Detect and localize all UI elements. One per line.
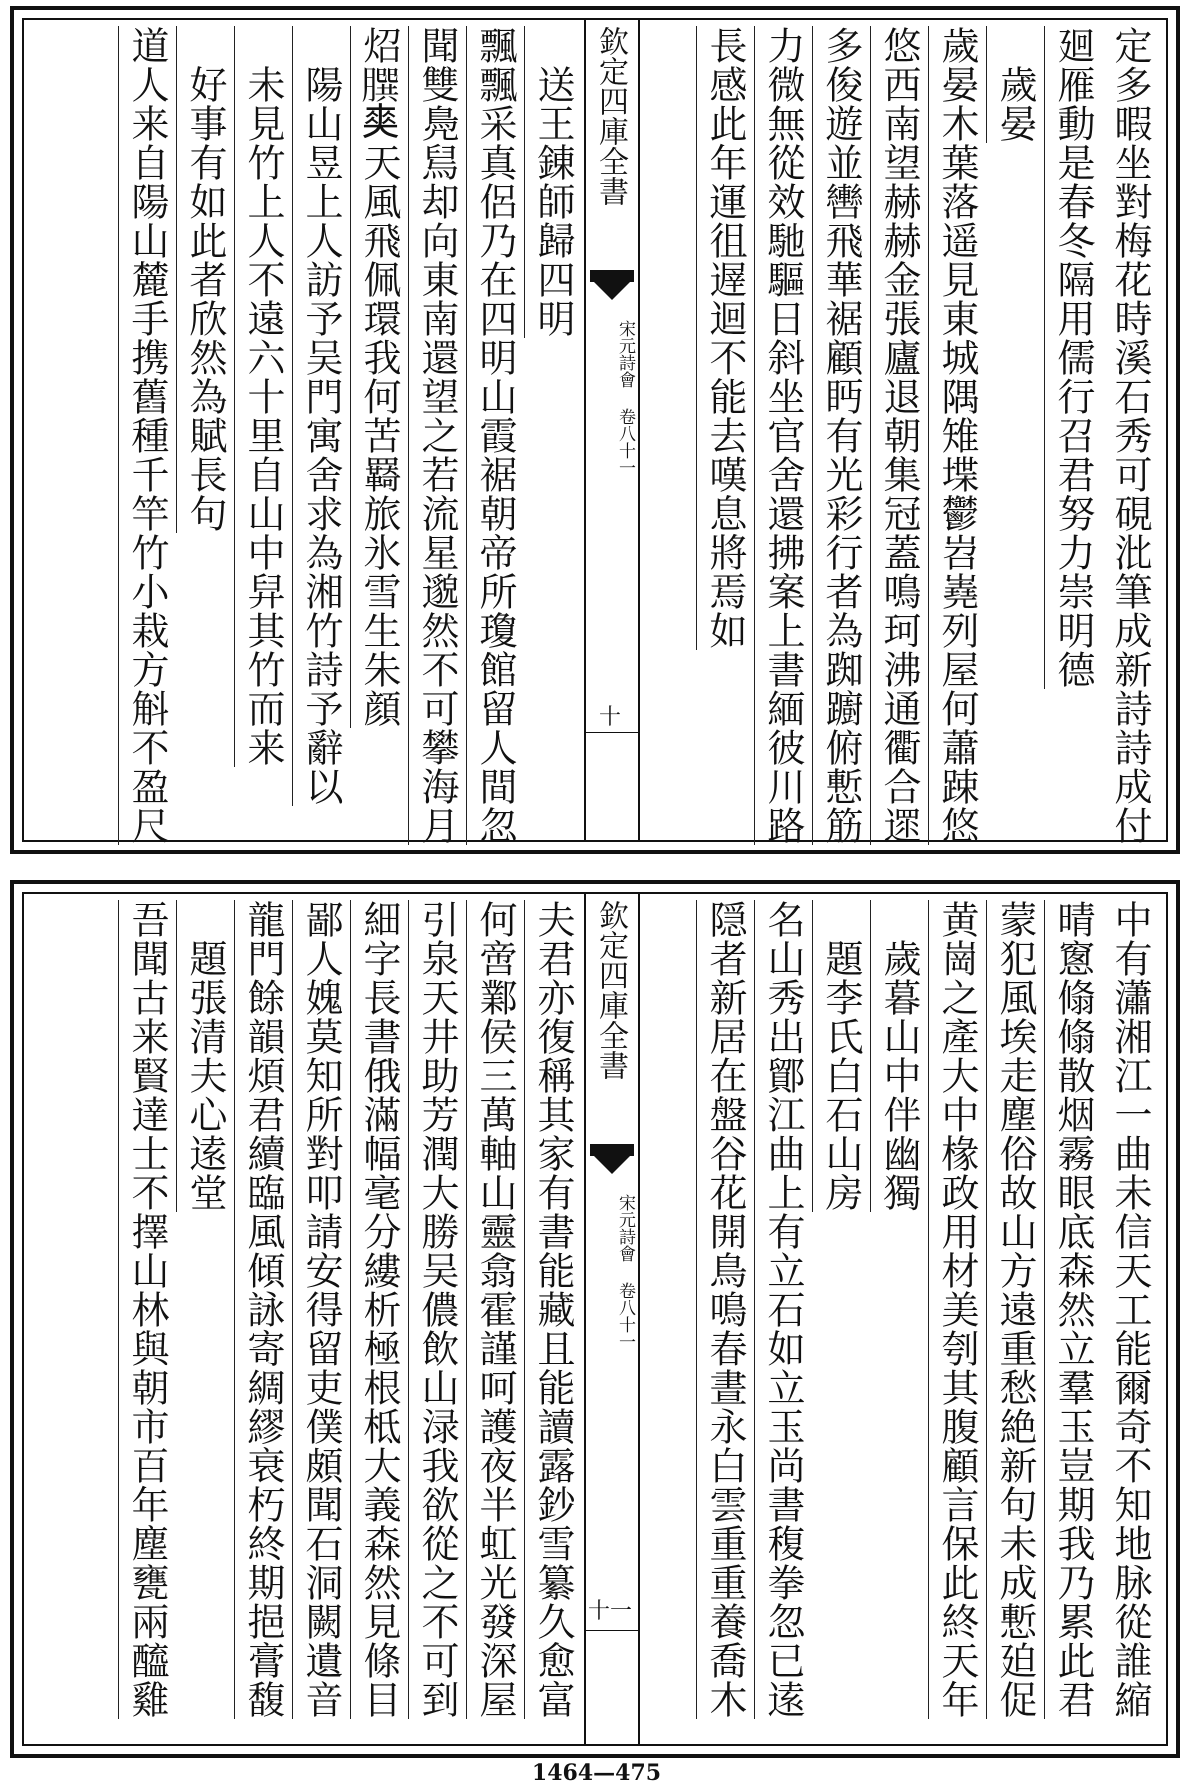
volume-label: 宋元詩會 卷八十一 xyxy=(615,320,635,476)
bottom-page xyxy=(10,880,1180,1758)
fold-rule xyxy=(586,732,638,733)
text-column: 飄飄采真侶乃在四明山霞裾朝帝所瓊館留人間忽 xyxy=(466,26,523,845)
text-column: 長感此年運徂遟迴不能去嘆息將焉如 xyxy=(696,26,753,650)
page-number: 十 xyxy=(598,705,621,730)
text-column: 何啻鄴侯三萬軸山靈翕霍謹呵護夜半虹光發深屋 xyxy=(466,900,523,1719)
text-column: 隠者新居在盤谷花開鳥鳴春晝永白雲重重養喬木 xyxy=(696,900,753,1719)
header-label: 欽定四庫全書 xyxy=(593,26,628,206)
text-column: 題張清夫心逺堂 xyxy=(176,900,233,1212)
text-column: 未見竹上人不遠六十里自山中舁其竹而来 xyxy=(234,26,291,767)
fish-tail-mark xyxy=(590,1144,634,1176)
text-column: 定多暇坐對梅花時溪石秀可硯沘筆成新詩詩成付 xyxy=(1108,26,1152,845)
text-column: 細字長書俄滿幅毫分縷析極根柢大義森然見條目 xyxy=(350,900,407,1719)
text-column: 晴窻翛翛散烟霧眼底森然立羣玉豈期我乃累此君 xyxy=(1044,900,1101,1719)
text-column: 黄崗之產大中椽政用材美刳其腹顧言保此終天年 xyxy=(928,900,985,1719)
text-column: 廻雁動是春冬隔用儒行召君努力崇明德 xyxy=(1044,26,1101,689)
text-column: 多俊遊並轡飛華裾顧眄有光彩行者為踟躕俯慙筋 xyxy=(812,26,869,845)
header-label: 欽定四庫全書 xyxy=(593,900,628,1080)
text-column: 好事有如此者欣然為賦長句 xyxy=(176,26,233,533)
text-column: 力微無從效馳驅日斜坐官舍還拂案上書緬彼川路 xyxy=(754,26,811,845)
volume-label: 宋元詩會 卷八十一 xyxy=(615,1194,635,1350)
text-column: 鄙人媿莫知所對叩請安得留吏僕頗聞石洞闕遺音 xyxy=(292,900,349,1719)
text-column: 歲晏 xyxy=(986,26,1043,143)
text-column: 歲晏木葉落遥見東城隅雉堞鬱岧嶤列屋何蕭踈悠 xyxy=(928,26,985,845)
center-fold xyxy=(584,20,640,840)
text-column: 題李氏白石山房 xyxy=(812,900,869,1212)
text-column: 蒙犯風埃走塵俗故山方遠重愁絶新句未成慙廹促 xyxy=(986,900,1043,1719)
text-column: 中有瀟湘江一曲未信天工能爾奇不知地脉從誰縮 xyxy=(1108,900,1152,1719)
fold-rule xyxy=(586,1630,638,1631)
text-column: 聞雙鳧舃却向東南還望之若流星邈然不可攀海月 xyxy=(408,26,465,845)
center-fold xyxy=(584,894,640,1744)
page-number: 十一 xyxy=(587,1599,632,1624)
text-column: 悠西南望赫赫金張廬退朝集冠蓋鳴珂沸通衢合遝 xyxy=(870,26,927,845)
text-column: 龍門餘韻煩君續臨風傾詠寄綢繆衰朽終期挹膏馥 xyxy=(234,900,291,1719)
text-column: 夫君亦復稱其家有書能藏且能讀露鈔雪纂久愈富 xyxy=(524,900,581,1719)
text-column: 陽山昱上人訪予吴門寓舍求為湘竹詩予辭以 xyxy=(292,26,349,806)
text-column: 送王錬師歸四明 xyxy=(524,26,581,338)
top-page-frame xyxy=(22,18,1168,845)
bottom-page-frame xyxy=(22,892,1168,1746)
text-column: 名山秀出鄮江曲上有立石如立玉尚書稪拳忽已逺 xyxy=(754,900,811,1719)
fish-tail-mark xyxy=(590,270,634,302)
text-column: 道人来自陽山麓手携舊種千竿竹小栽方斛不盈尺 xyxy=(118,26,175,845)
text-column: 炤𦠆𠁊天風飛佩環我何苦羇旅氷雪生朱顔 xyxy=(350,26,407,728)
text-column: 歲暮山中伴幽獨 xyxy=(870,900,927,1212)
top-page xyxy=(10,6,1180,854)
page-footer: 1464—475 xyxy=(531,1760,662,1786)
text-column: 引泉天井助芳潤大勝吴儂飲山渌我欲從之不可到 xyxy=(408,900,465,1719)
text-column: 吾聞古来賢達士不擇山林與朝市百年塵甕兩醯雞 xyxy=(118,900,175,1719)
